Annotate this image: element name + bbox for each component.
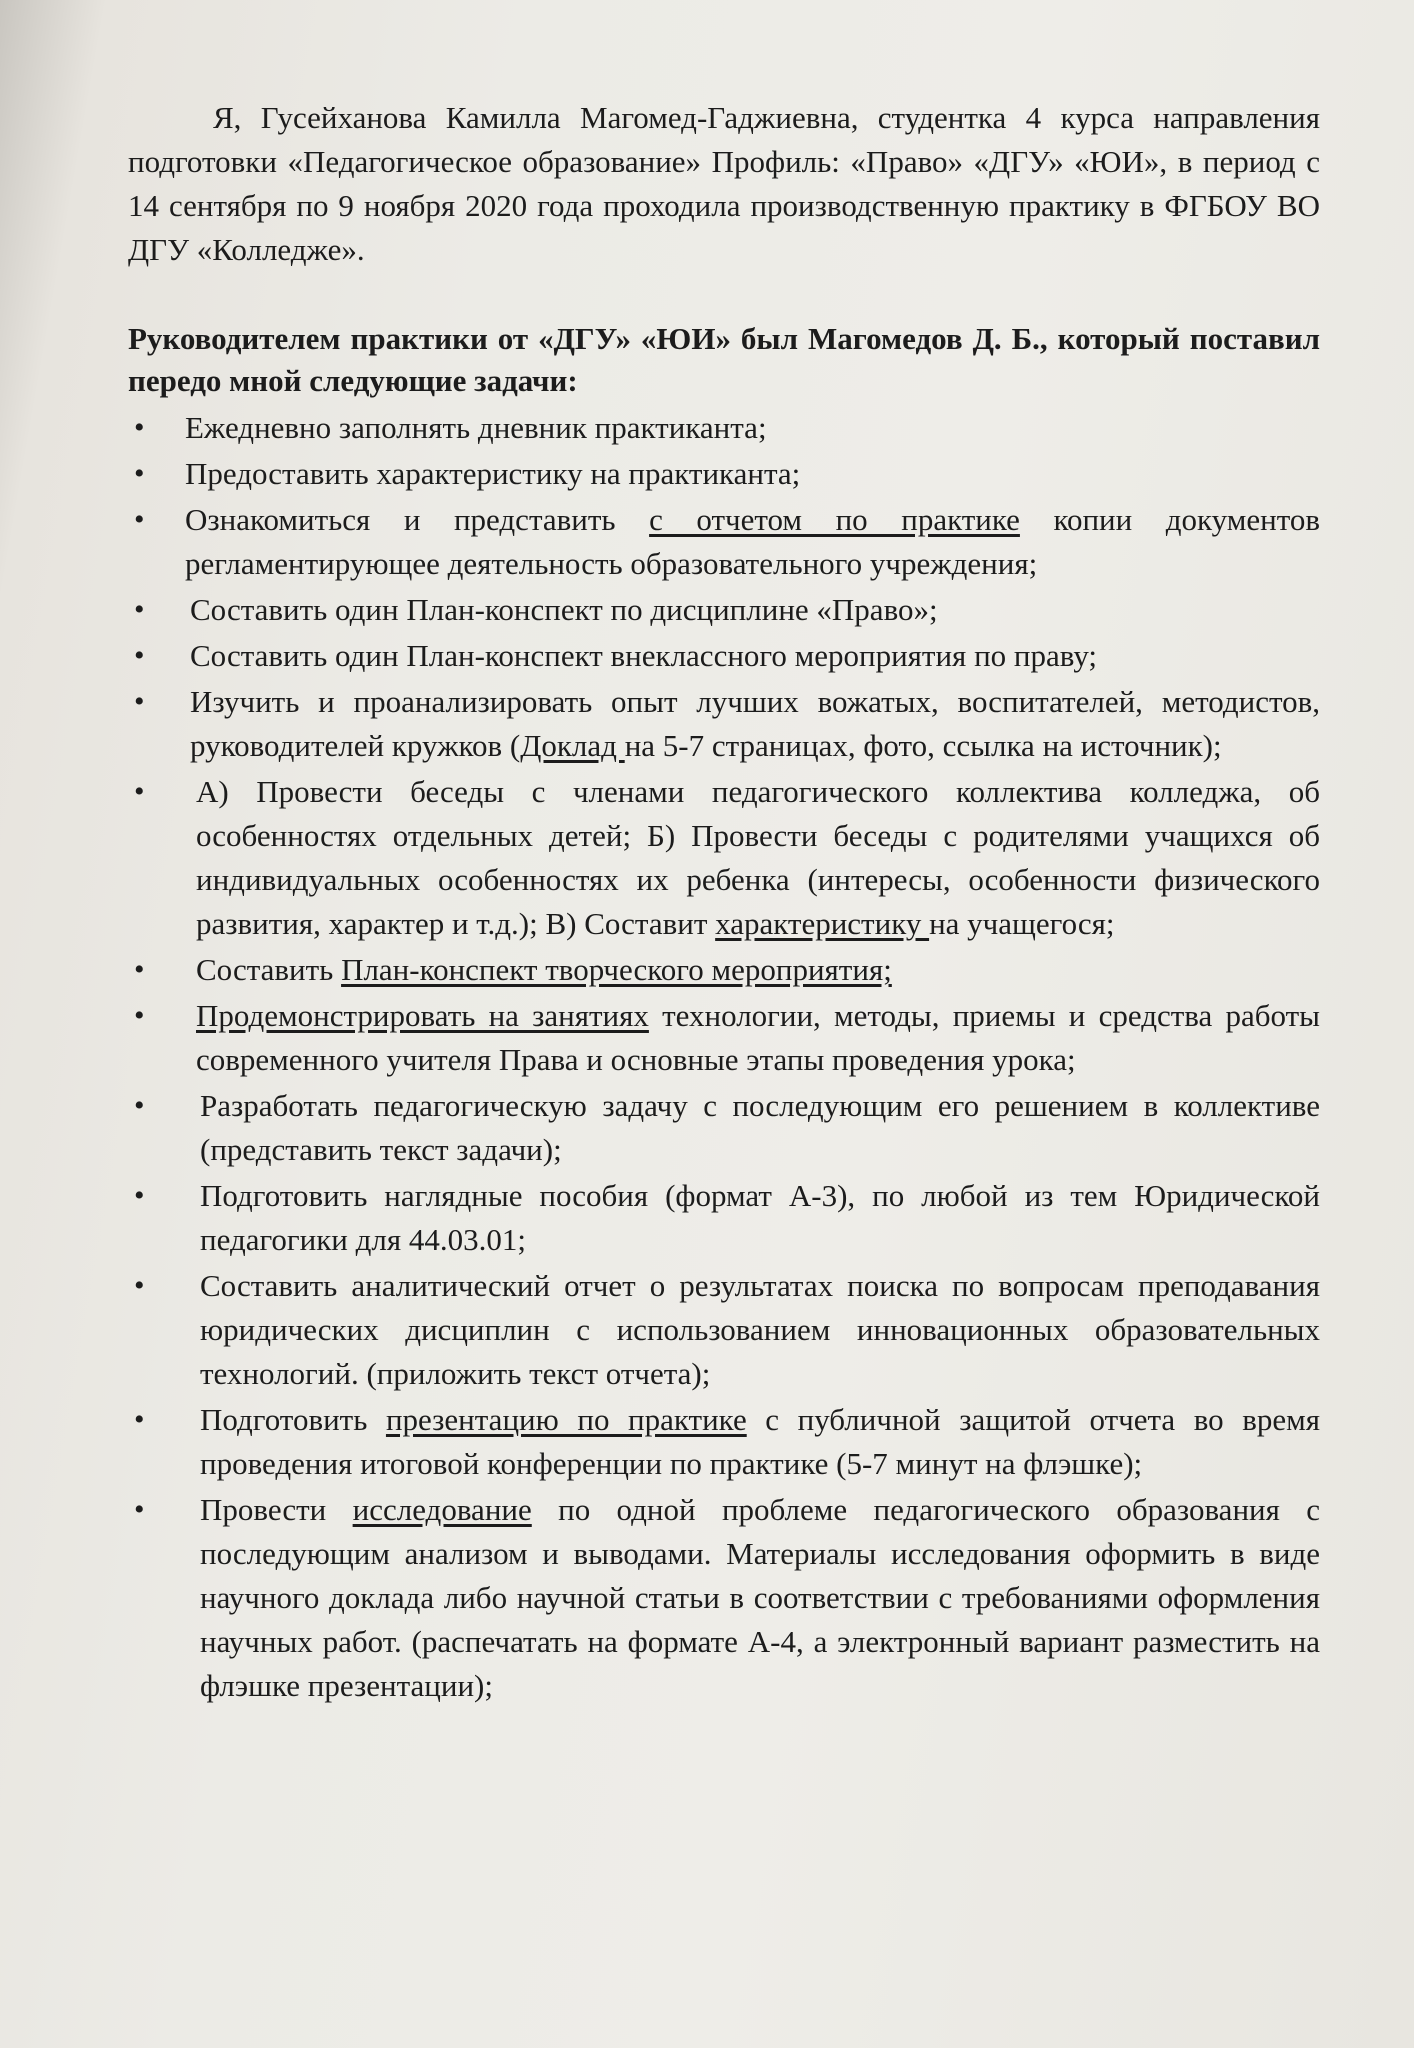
task-text: с публичной защитой отчета во время проведения итоговой конференции по практике (5-7 минут на флэшке); — [200, 1402, 1321, 1481]
bullet-icon: • — [134, 999, 145, 1032]
task-underlined-text: Продемонстрировать на занятиях — [196, 998, 649, 1033]
task-item — [128, 452, 1320, 496]
task-item — [128, 680, 1320, 768]
task-text: Разработать педагогическую задачу с последующим его решением в коллективе (представить текст задачи); — [200, 1088, 1320, 1167]
task-underlined-text: Доклад — [520, 728, 625, 763]
task-text: Ознакомиться и представить — [185, 502, 650, 537]
task-text: Подготовить наглядные пособия (формат А-3), по любой из тем Юридической педагогики для 44.03.01; — [200, 1178, 1320, 1257]
bullet-icon: • — [134, 1269, 145, 1302]
intro-paragraph: Я, Гусейханова Камилла Магомед-Гаджиевна, студентка 4 курса направления подготовки «Педагогическое образование» Профиль: «Право» «ДГУ» «ЮИ», в период с 14 сентября по 9 ноября 2020 года проходила производственную практику в ФГБОУ ВО ДГУ «Колледже». — [128, 100, 1320, 267]
task-text: Составить один План-конспект внеклассного мероприятия по праву; — [190, 638, 1098, 673]
task-item — [128, 634, 1320, 678]
bullet-icon: • — [134, 775, 145, 808]
task-item — [128, 1174, 1320, 1262]
task-text: Ежедневно заполнять дневник практиканта; — [185, 410, 767, 445]
task-text: Подготовить — [200, 1402, 386, 1437]
task-item — [128, 770, 1320, 946]
task-list — [128, 406, 1320, 1708]
task-text: Составить один План-конспект по дисциплине «Право»; — [190, 592, 938, 627]
task-item — [128, 406, 1320, 450]
task-text: по одной проблеме педагогического образования с последующим анализом и выводами. Материалы исследования оформить в виде научного доклада либо научной статьи в соответствии с требованиями оформления научных работ. (распечатать на формате А-4, а электронный вариант разместить на флэшке презентации); — [200, 1492, 1320, 1703]
task-text: Составить — [196, 952, 342, 987]
task-underlined-text: с отчетом по практике — [649, 502, 1020, 537]
task-text: А) Провести беседы с членами педагогического коллектива колледжа, об особенностях отдельных детей; Б) Провести беседы с родителями учащихся об индивидуальных особенностях их ребенка (интересы, особенности физического развития, характер и т.д.); В) Составит — [196, 774, 1320, 941]
task-item — [128, 498, 1320, 586]
supervisor-paragraph: Руководителем практики от «ДГУ» «ЮИ» был Магомедов Д. Б., который поставил передо мной следующие задачи: — [128, 321, 1320, 398]
task-text: Предоставить характеристику на практиканта; — [185, 456, 801, 491]
task-item — [128, 1488, 1320, 1708]
task-underlined-text: презентацию по практике — [385, 1402, 747, 1437]
task-text: технологии, методы, приемы и средства работы современного учителя Права и основные этапы проведения урока; — [196, 998, 1320, 1077]
task-item — [128, 1264, 1320, 1396]
bullet-icon: • — [134, 593, 145, 626]
task-item — [128, 1398, 1320, 1486]
bullet-icon: • — [134, 639, 145, 672]
bullet-icon: • — [134, 503, 145, 536]
task-text: Составить аналитический отчет о результатах поиска по вопросам преподавания юридических дисциплин с использованием инновационных образовательных технологий. (приложить текст отчета); — [200, 1268, 1320, 1391]
task-text: копии документов регламентирующее деятельность образовательного учреждения; — [185, 502, 1320, 581]
bullet-icon: • — [134, 685, 145, 718]
task-item — [128, 1084, 1320, 1172]
task-item — [128, 588, 1320, 632]
bullet-icon: • — [134, 457, 145, 490]
bullet-icon: • — [134, 411, 145, 444]
task-text: на учащегося; — [929, 906, 1115, 941]
task-text: Изучить и проанализировать опыт лучших вожатых, воспитателей, методистов, руководителей кружков ( — [190, 684, 1320, 763]
task-text: Провести — [200, 1492, 353, 1527]
task-underlined-text: План-конспект творческого мероприятия; — [341, 952, 892, 987]
bullet-icon: • — [134, 1089, 145, 1122]
bullet-icon: • — [134, 953, 145, 986]
task-underlined-text: характеристику — [715, 906, 930, 941]
task-text: на 5-7 страницах, фото, ссылка на источник); — [624, 728, 1222, 763]
bullet-icon: • — [134, 1493, 145, 1526]
task-item — [128, 994, 1320, 1082]
document-body — [128, 96, 1320, 1710]
bullet-icon: • — [134, 1179, 145, 1212]
task-underlined-text: исследование — [352, 1492, 532, 1527]
bullet-icon: • — [134, 1403, 145, 1436]
task-item — [128, 948, 1320, 992]
